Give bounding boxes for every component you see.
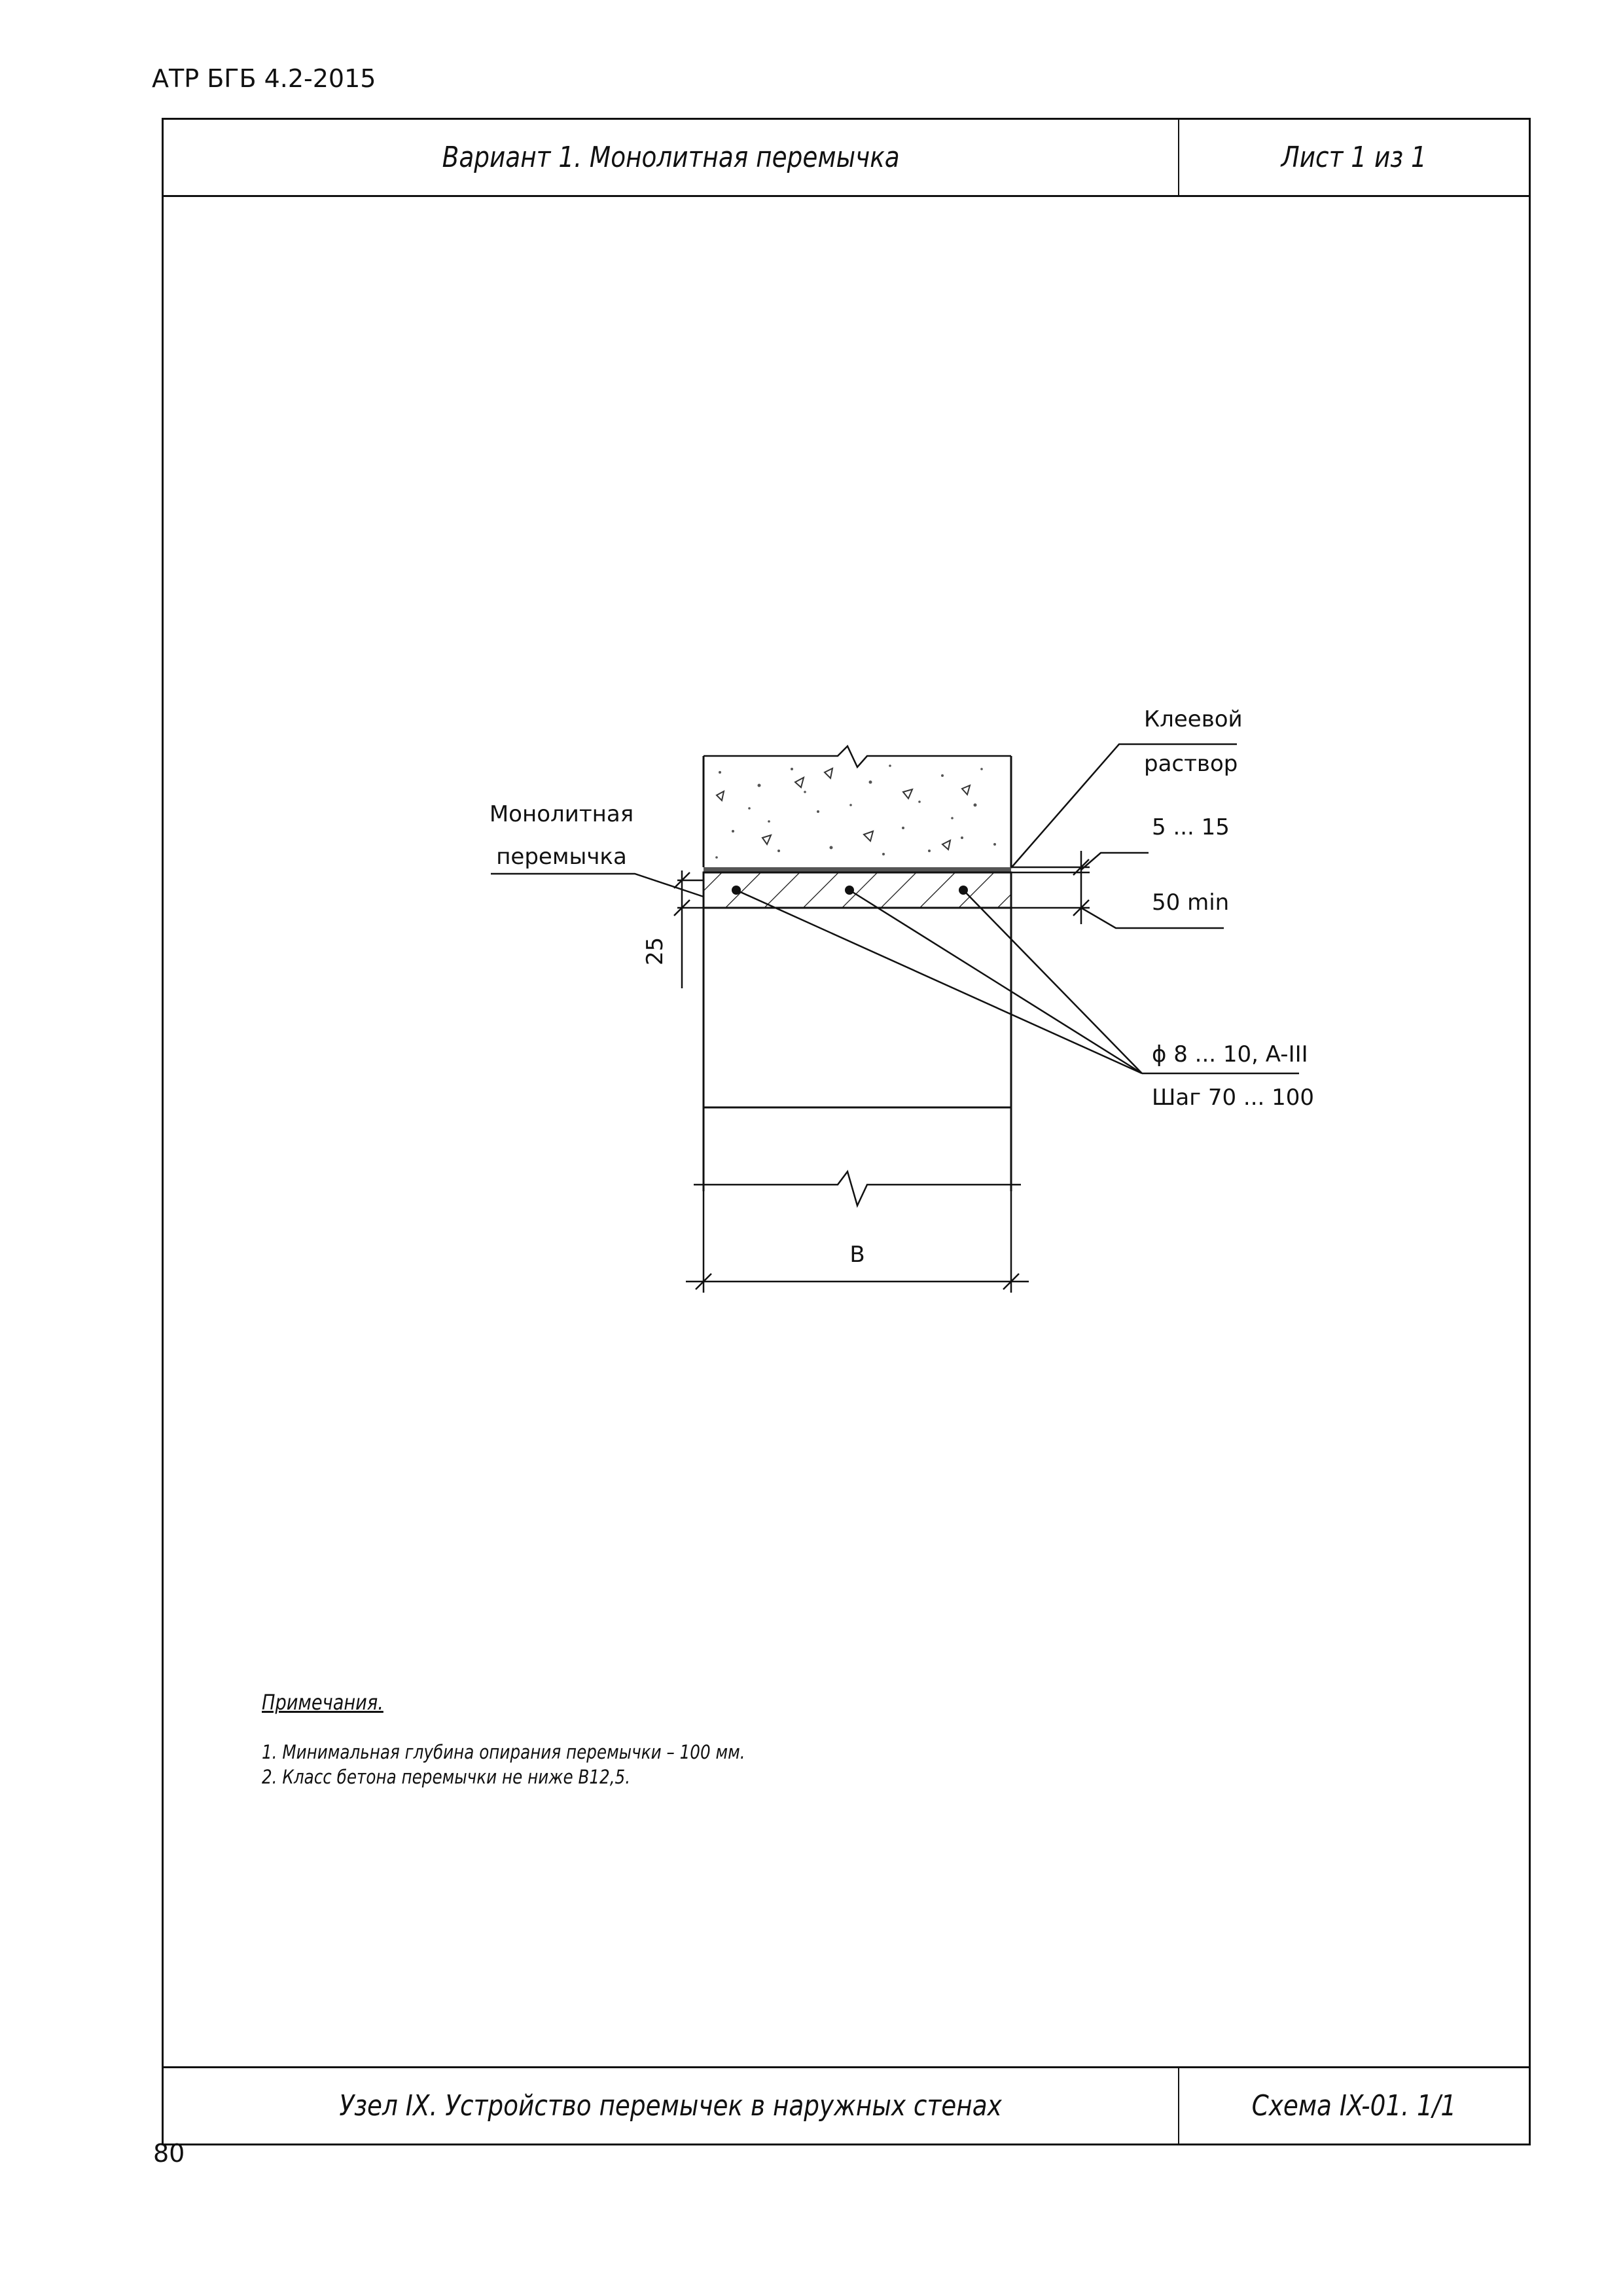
document-code: АТР БГБ 4.2-2015	[152, 64, 376, 93]
note-item: 2. Класс бетона перемычки не ниже B12,5.	[262, 1766, 631, 1788]
scheme-number: Схема IX-01. 1/1	[1251, 2089, 1457, 2123]
node-title: Узел IX. Устройство перемычек в наружных стенах	[339, 2089, 1003, 2123]
lintel-leader	[491, 874, 704, 897]
dimension-cover-label: 25	[642, 937, 668, 965]
glue-label-line2: раствор	[1144, 751, 1238, 777]
glue-label-line1: Клеевой	[1144, 706, 1243, 732]
rebar-label-line2: Шаг 70 ... 100	[1152, 1085, 1315, 1111]
lintel-label-line2: перемычка	[496, 844, 627, 870]
dimension-height-label: 50 min	[1152, 889, 1230, 916]
note-item: 1. Минимальная глубина опирания перемычки – 100 мм.	[262, 1741, 745, 1763]
notes-title: Примечания.	[262, 1690, 383, 1715]
monolithic-lintel	[704, 872, 1011, 908]
notes-block	[262, 1690, 830, 1789]
dimension-width-label: B	[849, 1242, 865, 1268]
break-line-bottom	[694, 1172, 1021, 1206]
page-number: 80	[153, 2139, 185, 2168]
sheet-title: Вариант 1. Монолитная перемычка	[442, 141, 900, 174]
sheet-counter: Лист 1 из 1	[1281, 141, 1427, 174]
rebar-label-line1: ϕ 8 ... 10, A-III	[1152, 1041, 1308, 1067]
upper-block	[704, 746, 1011, 867]
dimension-joint-label: 5 ... 15	[1152, 814, 1230, 840]
lintel-label-line1: Монолитная	[489, 801, 634, 827]
lower-block	[704, 908, 1011, 1191]
